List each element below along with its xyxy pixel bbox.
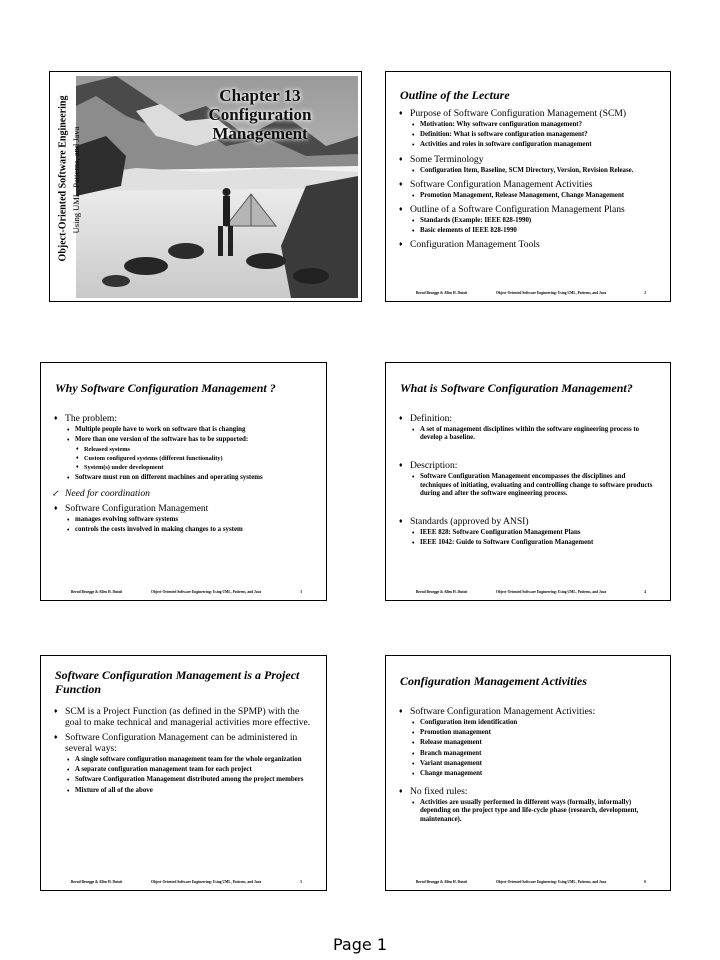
- list-item: • Software must run on different machines and operating systems: [65, 474, 318, 482]
- list-item: ♦ Software Configuration Management • manages evolving software systems • controls the costs involved in making changes to a system: [51, 503, 318, 534]
- list-item: • More than one version of the software has to be supported: ♦ Released systems ♦ Custom configured systems (different functionality) ♦ System(s) under development: [65, 436, 318, 471]
- slide-2: [385, 71, 671, 302]
- chapter-title-line: Configuration: [208, 105, 312, 124]
- slide-number: 3: [300, 590, 302, 594]
- bullet-list: [396, 702, 658, 824]
- list-item: • IEEE 1042: Guide to Software Configuration Management: [410, 539, 658, 547]
- list-item: ♦ The problem: • Multiple people have to work on software that is changing • More than one version of the software has to be supported: ♦ Released systems ♦ Custom configured systems (different functionality) ♦ System(s) under development • Software must run on different machines and operating systems: [51, 413, 318, 482]
- slide-3: [40, 362, 327, 601]
- list-item: • Basic elements of IEEE 828-1990: [410, 227, 662, 235]
- list-item: • Multiple people have to work on software that is changing: [65, 426, 318, 434]
- list-item: • Activities are usually performed in different ways (formally, informally) depending on the project type and life-cycle phase (research, development, maintenance).: [410, 799, 658, 824]
- footer-book: Object-Oriented Software Engineering: Using UML, Patterns, and Java: [151, 590, 262, 594]
- bullet-list: [51, 702, 314, 795]
- slide-number: 5: [300, 880, 302, 884]
- list-item: • Definition: What is software configuration management?: [410, 131, 662, 139]
- list-item: • Software Configuration Management encompasses the disciplines and techniques of initiating, evaluating and controlling change to software products during and after the software engineering process.: [410, 473, 658, 498]
- side-title-sub: Using UML, Patterns, and Java: [71, 126, 81, 234]
- list-item: ♦ Released systems: [75, 446, 318, 454]
- list-item: ♦ System(s) under development: [75, 464, 318, 472]
- slide-title: What is Software Configuration Management?: [400, 381, 633, 395]
- slide-6: [385, 655, 671, 891]
- bullet-list: [51, 409, 318, 534]
- list-item: • Activities and roles in software configuration management: [410, 141, 662, 149]
- footer-authors: Bernd Bruegge & Allen H. Dutoit: [71, 880, 123, 884]
- list-item: • IEEE 828: Software Configuration Management Plans: [410, 529, 658, 537]
- list-item: • Mixture of all of the above: [65, 787, 314, 795]
- slide-number: 6: [644, 880, 646, 884]
- slide-title: Configuration Management Activities: [400, 674, 587, 688]
- slide-number: 4: [644, 590, 646, 594]
- list-item: • A single software configuration management team for the whole organization: [65, 756, 314, 764]
- list-item: ♦ Definition: • A set of management disciplines within the software engineering process to develop a baseline.: [396, 413, 658, 442]
- page-label: Page 1: [333, 935, 387, 954]
- list-item: ♦ Standards (approved by ANSI) • IEEE 828: Software Configuration Management Plans • IEEE 1042: Guide to Software Configuration Management: [396, 516, 658, 547]
- list-item: • manages evolving software systems: [65, 516, 318, 524]
- side-title: [52, 78, 81, 294]
- list-item: ♦ Configuration Management Tools: [396, 239, 662, 250]
- chapter-title-line: Chapter 13: [219, 86, 301, 105]
- bullet-list: [396, 409, 658, 547]
- list-item: • A set of management disciplines within the software engineering process to develop a baseline.: [410, 426, 658, 442]
- list-item: ♦ Software Configuration Management Activities: • Configuration item identification • Promotion management • Release management • Branch management • Variant management • Change management: [396, 706, 658, 778]
- note-item: ↙ Need for coordination: [51, 488, 318, 499]
- slide-title: Software Configuration Management is a Project Function: [55, 668, 300, 696]
- footer-book: Object-Oriented Software Engineering: Using UML, Patterns, and Java: [496, 291, 607, 295]
- list-item: • Standards (Example: IEEE 828-1990): [410, 217, 662, 225]
- footer-authors: Bernd Bruegge & Allen H. Dutoit: [71, 590, 123, 594]
- list-item: • Release management: [410, 739, 658, 747]
- list-item: ♦ Software Configuration Management Activities • Promotion Management, Release Management, Change Management: [396, 179, 662, 200]
- list-item: • Branch management: [410, 750, 658, 758]
- list-item: ♦ SCM is a Project Function (as defined in the SPMP) with the goal to make technical and managerial activities more effective.: [51, 706, 314, 728]
- footer-book: Object-Oriented Software Engineering: Using UML, Patterns, and Java: [151, 880, 262, 884]
- side-title-main: Object-Oriented Software Engineering: [57, 95, 69, 262]
- slide-5: [40, 655, 327, 891]
- list-item: • Software Configuration Management distributed among the project members: [65, 776, 314, 784]
- list-item: ♦ Purpose of Software Configuration Management (SCM) • Motivation: Why software configuration management? • Definition: What is software configuration management? • Activities and roles in software configuration management: [396, 108, 662, 150]
- slide-1: [49, 71, 362, 302]
- list-item: ♦ Some Terminology • Configuration Item, Baseline, SCM Directory, Version, Revision Release.: [396, 154, 662, 175]
- list-item: • Configuration Item, Baseline, SCM Directory, Version, Revision Release.: [410, 167, 662, 175]
- footer-authors: Bernd Bruegge & Allen H. Dutoit: [416, 291, 468, 295]
- list-item: ♦ Software Configuration Management can be administered in several ways: • A single software configuration management team for the whole organization • A separate configuration management team for each project • Software Configuration Management distributed among the project members • Mixture of all of the above: [51, 732, 314, 795]
- list-item: ♦ No fixed rules: • Activities are usually performed in different ways (formally, informally) depending on the project type and life-cycle phase (research, development, maintenance).: [396, 786, 658, 824]
- list-item: • Promotion management: [410, 729, 658, 737]
- footer-book: Object-Oriented Software Engineering: Using UML, Patterns, and Java: [496, 590, 607, 594]
- list-item: ♦ Custom configured systems (different functionality): [75, 455, 318, 463]
- list-item: • A separate configuration management team for each project: [65, 766, 314, 774]
- list-item: • controls the costs involved in making changes to a system: [65, 526, 318, 534]
- list-item: • Configuration item identification: [410, 719, 658, 727]
- footer-authors: Bernd Bruegge & Allen H. Dutoit: [416, 590, 468, 594]
- list-item: • Promotion Management, Release Management, Change Management: [410, 192, 662, 200]
- list-item: ♦ Outline of a Software Configuration Management Plans • Standards (Example: IEEE 828-1990) • Basic elements of IEEE 828-1990: [396, 204, 662, 235]
- chapter-title: [200, 86, 320, 143]
- footer-book: Object-Oriented Software Engineering: Using UML, Patterns, and Java: [496, 880, 607, 884]
- list-item: • Variant management: [410, 760, 658, 768]
- list-item: • Motivation: Why software configuration management?: [410, 121, 662, 129]
- footer-authors: Bernd Bruegge & Allen H. Dutoit: [416, 880, 468, 884]
- bullet-list: [396, 104, 662, 250]
- list-item: • Change management: [410, 770, 658, 778]
- chapter-title-line: Management: [212, 124, 308, 143]
- slide-4: [385, 362, 671, 601]
- slide-title: Why Software Configuration Management ?: [55, 381, 276, 395]
- list-item: ♦ Description: • Software Configuration Management encompasses the disciplines and techniques of initiating, evaluating and controlling change to software products during and after the software engineering process.: [396, 460, 658, 498]
- slide-number: 2: [644, 291, 646, 295]
- slide-title: Outline of the Lecture: [400, 88, 510, 102]
